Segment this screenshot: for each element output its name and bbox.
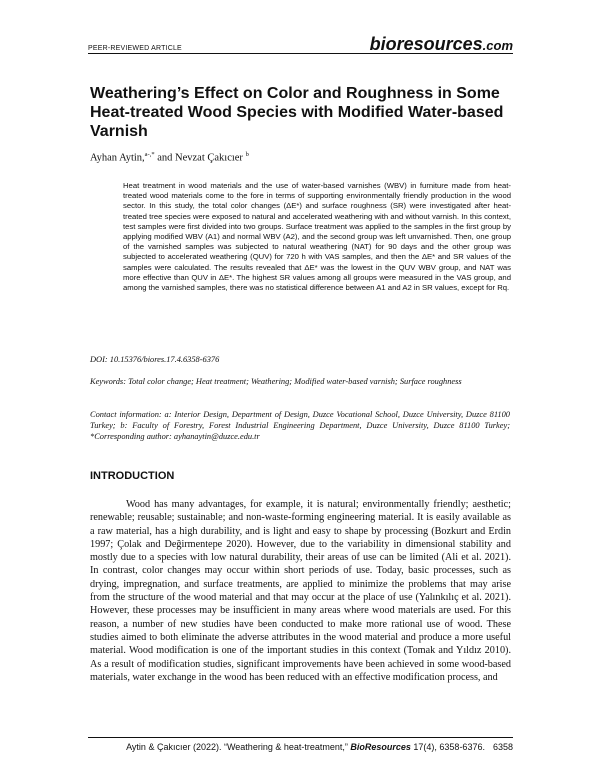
introduction-text: Wood has many advantages, for example, it is natural; environmentally friendly; aesthetic; renewable; reusable; sustainable; and non-waste-forming engineering material. It is easily available as a raw material, has a high durability, and is light and easy to shape by processing (Bozkurt and Erdin 1997; Çolak and Değirmentepe 2020). However, due to the variability in dimensional stability and mostly due to a species with low natural durability, their areas of use can be limited (Ali et al. 2021). In contrast, color changes may occur within short periods of use. Today, basic processes, such as drying, impregnation, and surface treatments, are applied to minimize the problems that may arise from the structure of the wood material and that may occur at the place of use (Yalınkılıç et al. 2021). However, these processes may be insufficient in many areas where wood materials are used. For this reason, a number of new studies have been conducted to make more rational use of wood. These studies aimed to both eliminate the adverse attributes in the wood material and produce a more useful material. Wood modification is one of the important studies in this context (Tomak and Yıldız 2010). As a result of modification studies, significant improvements have been achieved in some wood-based materials, water exchange in the wood has been reduced with an effective modification process, and <box>90 499 511 683</box>
page-number: 6358 <box>492 742 513 752</box>
article-title: Weathering’s Effect on Color and Roughness in Some Heat-treated Wood Species with Modified Water-based Varnish <box>90 85 504 140</box>
introduction-paragraph <box>90 498 511 684</box>
page-footer <box>88 742 513 752</box>
author-2-affiliation: b <box>245 151 249 158</box>
author-line <box>90 151 249 164</box>
brand-main: bioresources <box>369 34 483 54</box>
author-joiner: and Nevzat Çakıcıer <box>154 152 246 164</box>
footer-journal: BioResources <box>350 742 411 752</box>
keywords: Keywords: Total color change; Heat treatment; Weathering; Modified water-based varnish; Surface roughness <box>90 377 462 386</box>
author-1-affiliation: a-,* <box>144 151 155 158</box>
author-1: Ayhan Aytin, <box>90 152 145 164</box>
header-rule <box>88 53 513 54</box>
contact-information: Contact information: a: Interior Design, Department of Design, Duzce Vocational School, Duzce University, Duzce 81100 Turkey; b: Faculty of Forestry, Forest Industrial Engineering Department, Duzce University, Duzce 81100 Turkey; *Corresponding author: ayhanaytin@duzce.edu.tr <box>90 410 510 441</box>
journal-brand-logo[interactable] <box>370 34 513 55</box>
footer-rule <box>88 737 513 738</box>
section-heading-introduction: INTRODUCTION <box>90 470 175 482</box>
doi[interactable]: DOI: 10.15376/biores.17.4.6358-6376 <box>90 355 220 364</box>
brand-suffix: .com <box>482 38 513 53</box>
footer-citation: Aytin & Çakıcıer (2022). “Weathering & heat-treatment,” <box>126 742 351 752</box>
header-label: PEER-REVIEWED ARTICLE <box>88 45 182 52</box>
abstract: Heat treatment in wood materials and the use of water-based varnishes (WBV) in furniture made from heat-treated wood materials come to the fore in terms of supporting environmentally friendly production in the wood sector. In this study, the total color changes (ΔE*) and surface roughness (SR) were investigated after heat-treated tree species were exposed to natural and accelerated weathering with and without varnish. In this context, test samples were first divided into two groups. Surface treatment was applied to the samples in the first group by applying modified WBV (A1) and normal WBV (A2), and the second group was left unvarnished. Then, one group of the varnished samples was subjected to natural weathering (NAT) for 90 days and the other group was subjected to accelerated weathering (QUV) for 720 h with VAS samples, and then the ΔE* and SR values of the samples were calculated. The results revealed that ΔE* was the lowest in the QUV WBV group, and NAT was more effective than QUV in ΔE*. The highest SR values among all groups were measured in the VAS group, and among the varnished samples, there was no statistical difference between A1 and A2 in SR values, except for Rq. <box>123 181 511 293</box>
footer-volume: 17(4), 6358-6376. <box>410 742 485 752</box>
